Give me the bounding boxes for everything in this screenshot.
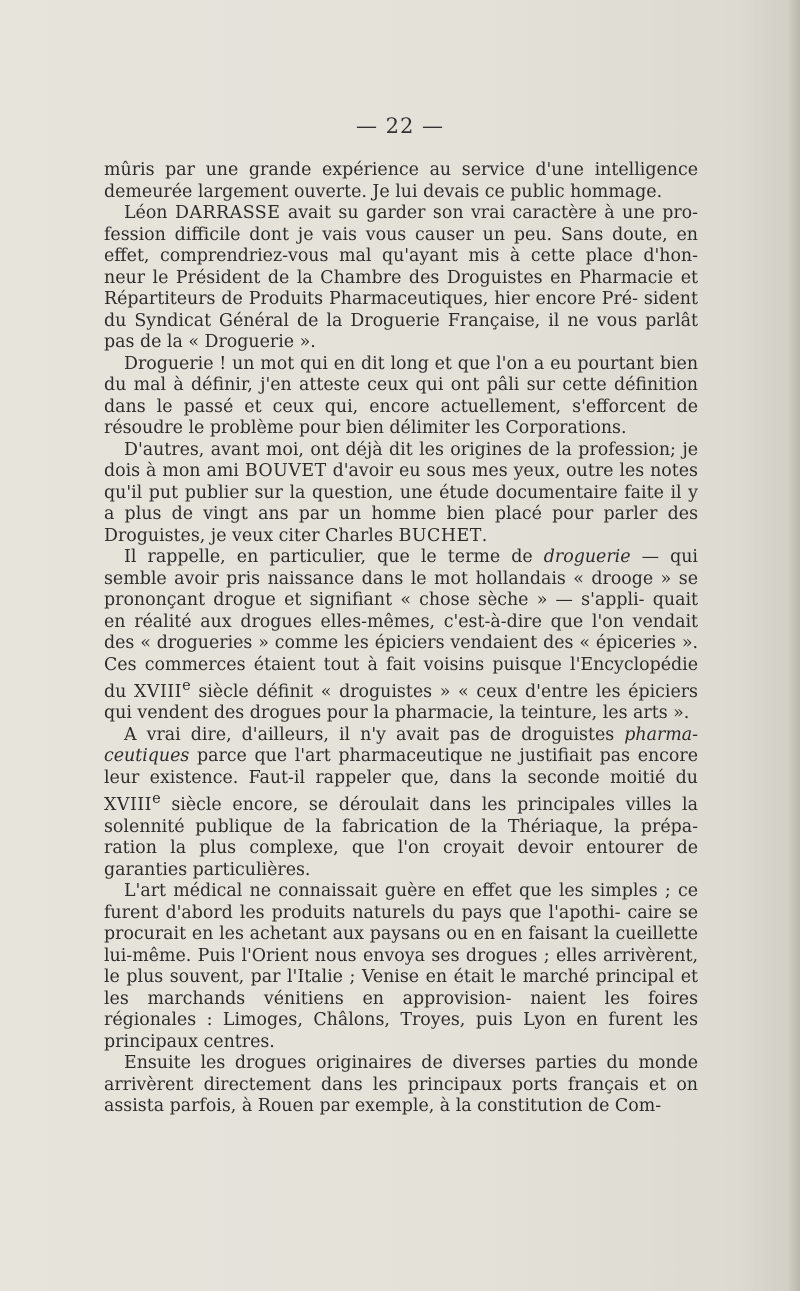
author-name-buchet: BUCHET xyxy=(398,525,482,546)
page-number: — 22 — xyxy=(355,114,445,138)
century-numeral: XVIII xyxy=(134,681,183,702)
author-name-bouvet: BOUVET xyxy=(244,461,327,481)
paragraph-5: Il rappelle, en particulier, que le terme de droguerie — qui semble avoir pris naissance dans le mot hollandais « drooge » se prononçant drogue et signifiant « chose sèche » — s'appli- quait en réalité aux drogues elles-mêmes, c'est-à-dire que l'on vendait des « drogueries » comme les épiciers vendaient des « épiceries ». Ces commerces étaient tout à fait voisins puisque l'Encyclopédie du XVIIIe siècle définit « droguistes » « ceux d'entre les épiciers qui vendent des drogues pour la pharmacie, la teinture, les arts ». xyxy=(104,547,699,724)
page-edge xyxy=(786,0,800,1291)
paragraph-8: Ensuite les drogues originaires de diverses parties du monde arrivèrent directement dans les principaux ports français et on assista parfois, à Rouen par exemple, à la constitution de Com- xyxy=(104,1053,698,1117)
paragraph-1: mûris par une grande expérience au service d'une intelligence demeurée largement ouverte. Je lui devais ce public hommage. xyxy=(104,160,698,202)
body-text xyxy=(104,160,698,1118)
paragraph-4: D'autres, avant moi, ont déjà dit les origines de la profession; je dois à mon ami BOUVET d'avoir eu sous mes yeux, outre les notes qu'il put publier sur la question, une étude documentaire faite il y a plus de vingt ans par un homme bien placé pour parler des Droguistes, je veux citer Charles BUCHET. xyxy=(104,439,699,546)
author-name-darrasse: DARRASSE xyxy=(174,203,281,223)
italic-term-pharmaceutiques: pharma- xyxy=(624,724,698,745)
paragraph-3: Droguerie ! un mot qui en dit long et que l'on a eu pourtant bien du mal à définir, j'en atteste ceux qui ont pâli sur cette définition dans le passé et ceux qui, encore actuellement, s'efforcent de résoudre le problème pour bien délimiter les Corporations. xyxy=(104,353,699,438)
paragraph-6: A vrai dire, d'ailleurs, il n'y avait pas de droguistes pharma- ceutiques parce que l'art pharmaceutique ne justifiait pas encore leur existence. Faut-il rappeler que, dans la seconde moitié du XVIIIe siècle encore, se déroulait dans les principales villes la solennité publique de la fabrication de la Thériaque, la prépa- ration la plus complexe, que l'on croyait devoir entourer de garanties particulières. xyxy=(104,724,698,880)
paragraph-7: L'art médical ne connaissait guère en effet que les simples ; ce furent d'abord les produits naturels du pays que l'apothi- caire se procurait en les achetant aux paysans ou en en faisant la cueillette lui-même. Puis l'Orient nous envoya ses drogues ; elles arrivèrent, le plus souvent, par l'Italie ; Venise en était le marché principal et les marchands vénitiens en approvision- naient les foires régionales : Limoges, Châlons, Troyes, puis Lyon en furent les principaux centres. xyxy=(104,881,699,1052)
italic-term-droguerie: droguerie xyxy=(543,547,631,567)
paragraph-2: Léon DARRASSE avait su garder son vrai caractère à une pro- fession difficile dont je vais vous causer un peu. Sans doute, en effet, comprendriez-vous mal qu'ayant mis à cette place d'hon- neur le Président de la Chambre des Droguistes en Pharmacie et Répartiteurs de Produits Pharmaceutiques, hier encore Pré- sident du Syndicat Général de la Droguerie Française, il ne vous parlât pas de la « Droguerie ». xyxy=(104,203,699,352)
century-numeral: XVIII xyxy=(104,795,153,816)
